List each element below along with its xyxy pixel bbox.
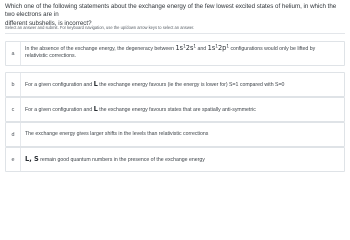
- option-letter-cell: [6, 123, 21, 146]
- option-letter-cell: [6, 98, 21, 121]
- option-letter: d: [11, 131, 15, 138]
- option-text-part: For a given configuration and: [25, 107, 94, 113]
- config-part: 2p: [217, 44, 227, 52]
- symbol-L: L: [93, 80, 98, 88]
- option-text-part: The exchange energy gives larger shifts in the levels than relativistic corrections: [25, 131, 209, 137]
- option-letter-cell: [6, 148, 21, 171]
- answer-option-e[interactable]: [5, 147, 345, 172]
- option-text: [25, 156, 338, 164]
- option-text-part: the exchange energy favours (ie the energy is lower for) S=1 compared with S=0: [97, 82, 285, 88]
- config-part: 1s: [175, 44, 184, 52]
- option-text-part: For a given configuration and: [25, 82, 94, 88]
- symbol-L-S: L, S: [25, 155, 39, 163]
- option-text-part: remain good quantum numbers in the presence of the exchange energy: [38, 157, 205, 163]
- option-text: [25, 106, 338, 114]
- option-letter-cell: [6, 73, 21, 96]
- option-letter: a: [11, 50, 15, 57]
- answer-option-a[interactable]: [5, 41, 345, 66]
- question-line-2: different subshells, is incorrect?: [5, 19, 92, 27]
- option-letter: c: [11, 106, 15, 113]
- instruction-text: Select an answer and submit. For keyboard navigation, use the up/down arrow keys to select an answer.: [5, 25, 195, 30]
- option-text-line-2: relativistic corrections.: [25, 53, 77, 60]
- config-sup: 1: [226, 43, 229, 49]
- config-part: 1s: [207, 44, 216, 52]
- option-letter: e: [11, 156, 15, 163]
- option-text: [25, 45, 338, 61]
- answer-option-c[interactable]: [5, 97, 345, 122]
- option-letter-cell: [6, 42, 21, 65]
- option-letter: b: [11, 81, 15, 88]
- question-line-1: Which one of the following statements about the exchange energy of the few lowest excited states of helium, in which the two electrons are in: [5, 3, 337, 19]
- option-text-part: the exchange energy favours states that are spatially anti-symmetric: [97, 107, 256, 113]
- answer-option-d[interactable]: [5, 122, 345, 147]
- option-text-part: In the absence of the exchange energy, the degeneracy between: [25, 46, 176, 52]
- config-sup: 1: [215, 43, 218, 49]
- divider: [5, 33, 345, 34]
- config-part: 2s: [185, 44, 194, 52]
- option-text-part: configurations would only be lifted by: [229, 46, 316, 52]
- symbol-L: L: [93, 105, 98, 113]
- option-text: [25, 81, 338, 89]
- configuration-1s2p: [208, 44, 229, 52]
- option-text-part: and: [196, 46, 208, 52]
- config-sup: 1: [193, 43, 197, 49]
- config-sup: 1: [183, 43, 186, 49]
- configuration-1s2s: [175, 44, 196, 52]
- answer-option-b[interactable]: [5, 72, 345, 97]
- option-text: [25, 131, 338, 138]
